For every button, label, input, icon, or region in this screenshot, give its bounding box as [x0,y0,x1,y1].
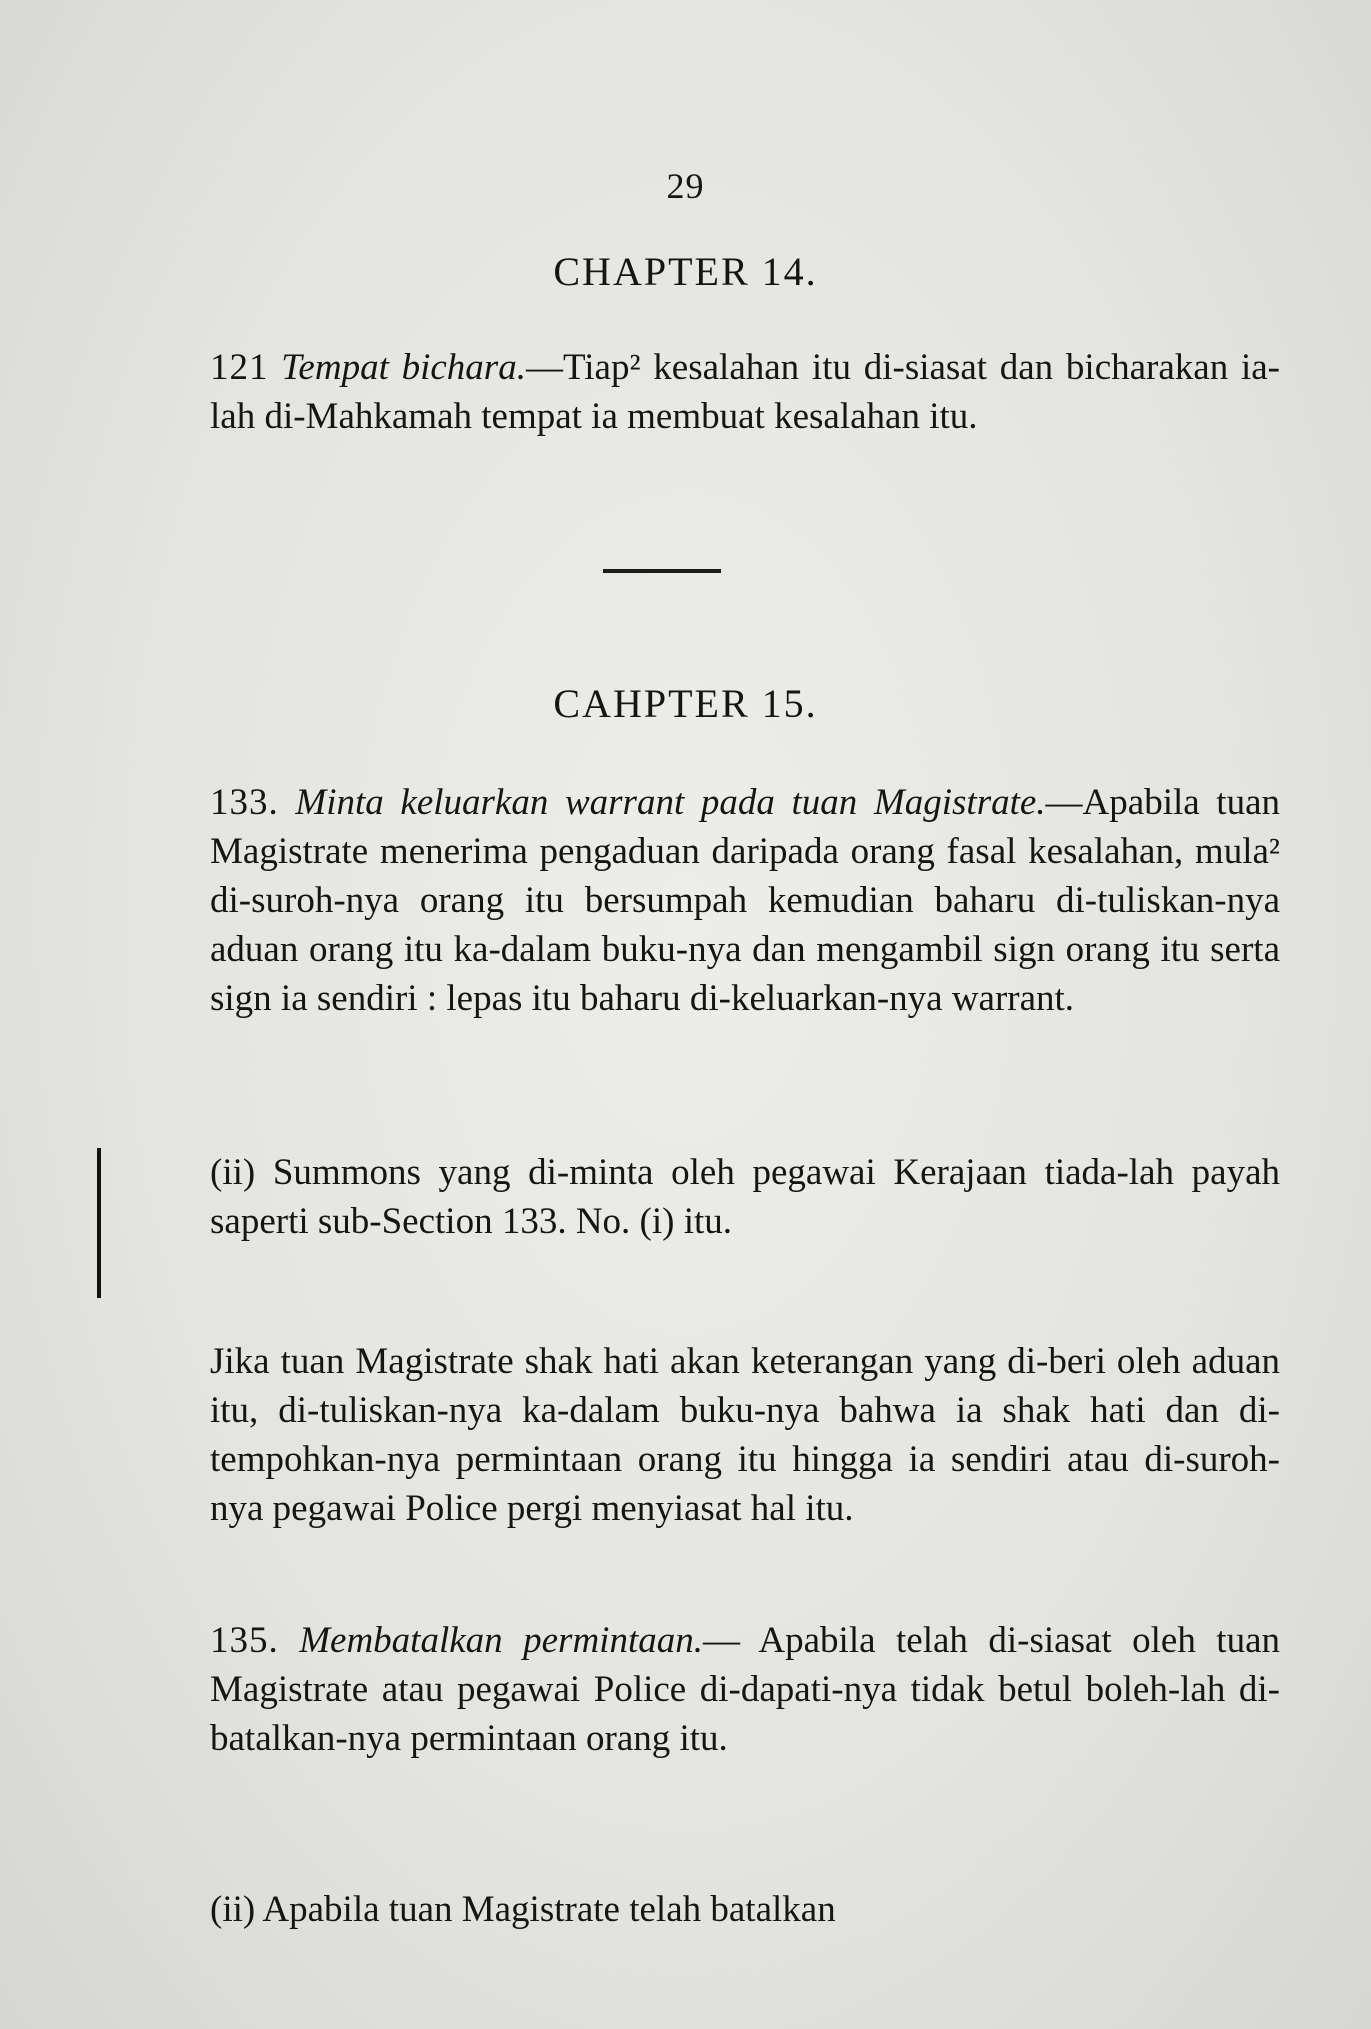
section-133-number: 133. [210,782,279,823]
chapter-15-heading: CAHPTER 15. [553,681,818,726]
section-121-number: 121 [210,347,269,388]
section-133-dash: — [1045,782,1083,823]
section-133-title: Minta keluarkan warrant pada tuan Magistrate. [295,782,1046,823]
page-number: 29 [666,166,705,206]
paragraph-jika: Jika tuan Magistrate shak hati akan keterangan yang di-beri oleh aduan itu, di-tuliskan-nya ka-dalam buku-nya bahwa ia shak hati dan di-tempohkan-nya permintaan orang itu hingga ia sendiri atau di-suroh-nya pegawai Police pergi menyiasat hal itu. [210,1341,1280,1529]
section-135-number: 135. [210,1620,279,1661]
section-121-paragraph [120,343,1280,441]
section-135-title: Membatalkan permintaan. [299,1620,703,1661]
section-135-text: Apabila telah di-siasat oleh tuan Magistrate atau pegawai Police di-dapati-nya tidak betul boleh-lah di-batalkan-nya permintaan orang itu. [210,1620,1281,1759]
section-135-paragraph [120,1616,1280,1763]
chapter-14-heading: CHAPTER 14. [553,249,818,294]
subsection-ii-batalkan: (ii) Apabila tuan Magistrate telah batalkan [210,1889,836,1930]
section-133-text: Apabila tuan Magistrate menerima pengaduan daripada orang fasal kesalahan, mula² di-suroh-nya orang itu bersumpah kemudian baharu di-tuliskan-nya aduan orang itu ka-dalam buku-nya dan mengambil sign orang itu serta sign ia sendiri : lepas itu baharu di-keluarkan-nya warrant. [210,782,1281,1019]
section-121-dash: — [525,347,563,388]
section-121-text: Tiap² kesalahan itu di-siasat dan bicharakan ia-lah di-Mahkamah tempat ia membuat kesalahan itu. [210,347,1280,437]
margin-vertical-bar [97,1148,101,1298]
section-135-dash: — [702,1620,740,1661]
section-133-paragraph [120,778,1280,1023]
section-121-title: Tempat bichara. [281,347,526,388]
subsection-ii-summons: (ii) Summons yang di-minta oleh pegawai Kerajaan tiada-lah payah saperti sub-Section 133. No. (i) itu. [210,1152,1280,1242]
section-divider-rule [603,569,721,573]
